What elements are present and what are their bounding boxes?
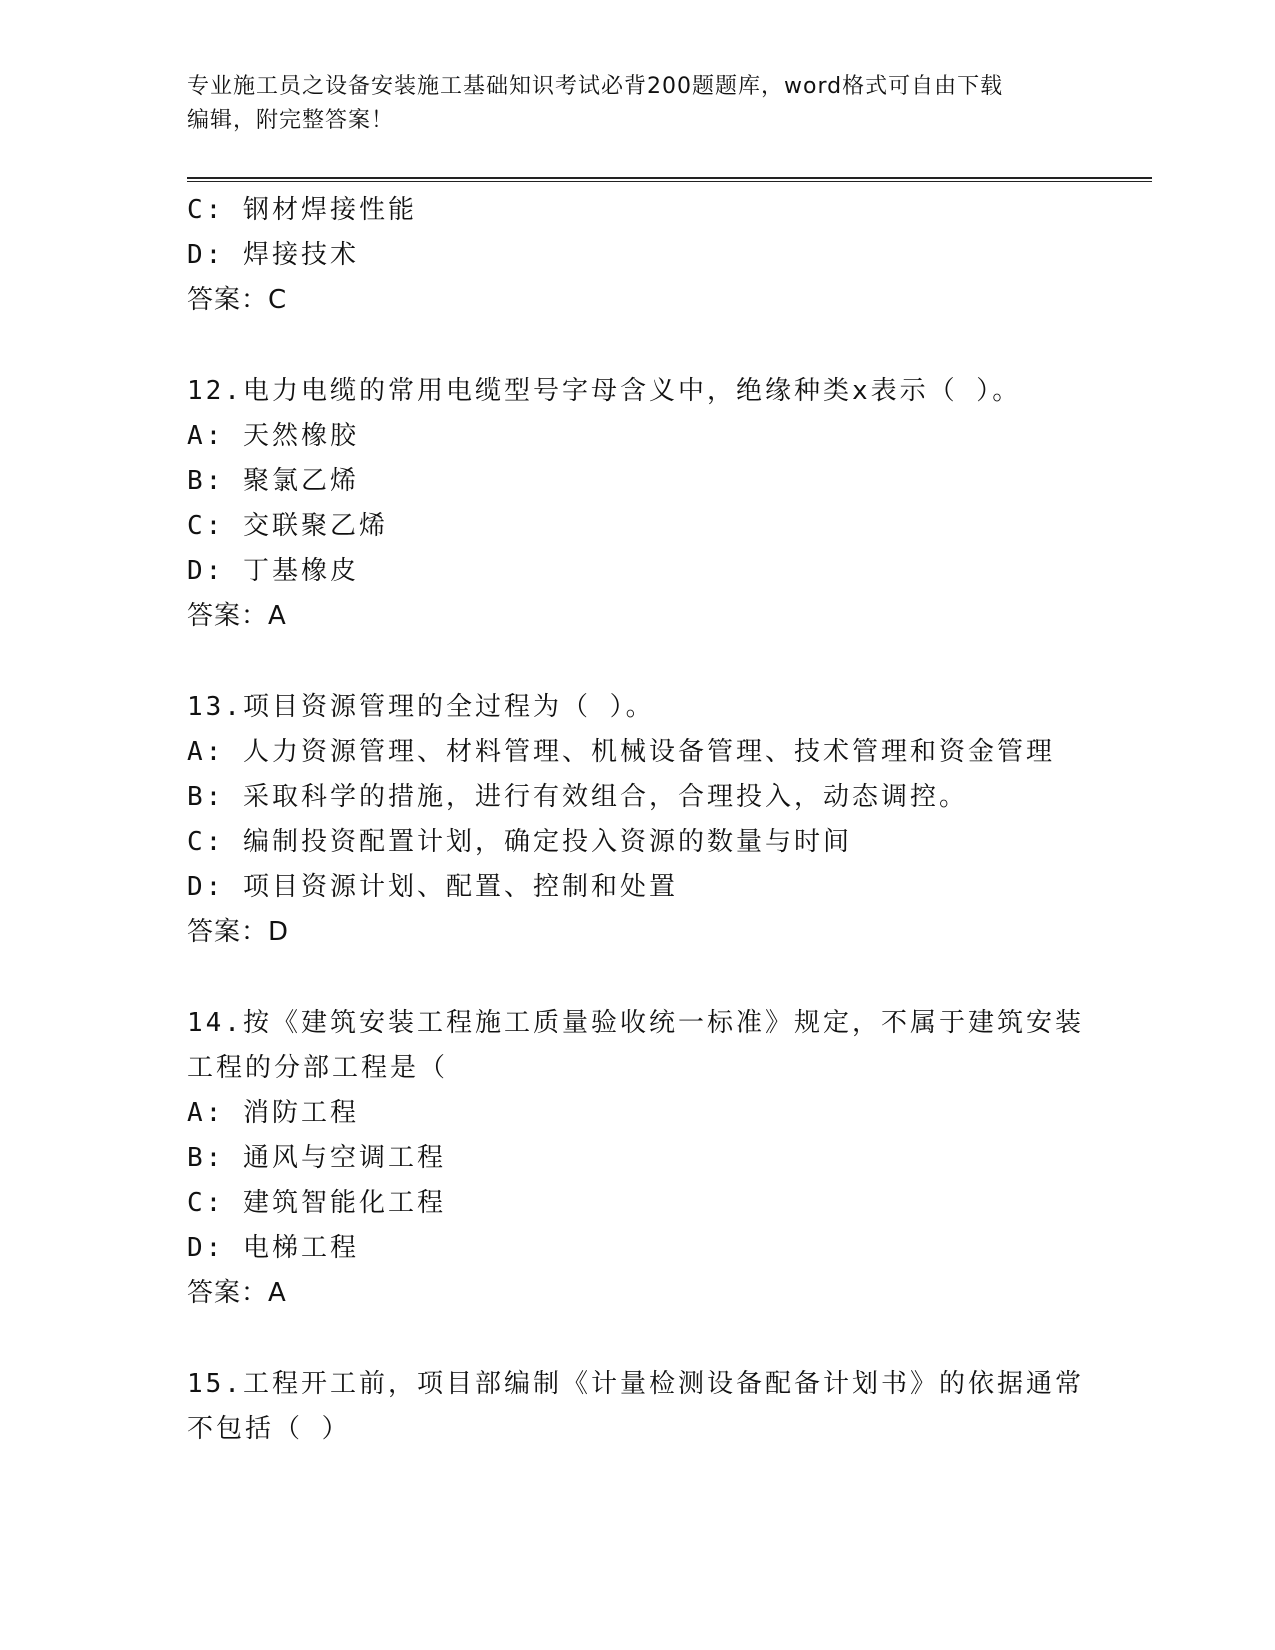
option-letter: B: xyxy=(187,782,225,812)
option-text: 丁基橡皮 xyxy=(242,556,359,586)
option-text: 采取科学的措施，进行有效组合，合理投入，动态调控。 xyxy=(242,782,968,812)
option-letter: C: xyxy=(187,1188,225,1218)
option-letter: A: xyxy=(187,421,225,451)
option-letter: D: xyxy=(187,240,225,270)
option-d xyxy=(187,233,1087,278)
header-title-line-1: 专业施工员之设备安装施工基础知识考试必背200题题库，word格式可自由下载 xyxy=(187,74,1004,99)
option-c xyxy=(187,188,1087,233)
option-letter: B: xyxy=(187,1143,225,1173)
option-text: 消防工程 xyxy=(242,1098,359,1128)
option-letter: A: xyxy=(187,1098,225,1128)
option-letter: C: xyxy=(187,195,225,225)
question-stem-line-2: 工程的分部工程是（ xyxy=(187,1053,449,1083)
question-list xyxy=(187,188,1087,1452)
option-text: 聚氯乙烯 xyxy=(242,466,359,496)
option-text: 人力资源管理、材料管理、机械设备管理、技术管理和资金管理 xyxy=(242,737,1055,767)
option-letter: C: xyxy=(187,827,225,857)
answer: 答案：D xyxy=(187,917,290,947)
option-letter: D: xyxy=(187,872,225,902)
option-text: 项目资源计划、配置、控制和处置 xyxy=(242,872,678,902)
answer: 答案：A xyxy=(187,601,287,631)
option-text: 天然橡胶 xyxy=(242,421,359,451)
question-12 xyxy=(187,369,1087,639)
option-text: 通风与空调工程 xyxy=(242,1143,446,1173)
option-a xyxy=(187,730,1087,775)
page-header xyxy=(187,70,1087,138)
option-c xyxy=(187,1181,1087,1226)
question-13 xyxy=(187,685,1087,955)
option-letter: B: xyxy=(187,466,225,496)
question-stem: 12.电力电缆的常用电缆型号字母含义中，绝缘种类x表示（ ）。 xyxy=(187,376,1022,406)
option-d xyxy=(187,865,1087,910)
question-stem-line-2: 不包括（ ） xyxy=(187,1414,351,1444)
answer: 答案：A xyxy=(187,1278,287,1308)
option-text: 编制投资配置计划，确定投入资源的数量与时间 xyxy=(242,827,852,857)
option-c xyxy=(187,504,1087,549)
option-letter: D: xyxy=(187,1233,225,1263)
header-divider xyxy=(187,177,1152,182)
option-text: 钢材焊接性能 xyxy=(242,195,417,225)
answer: 答案：C xyxy=(187,285,288,315)
option-d xyxy=(187,549,1087,594)
option-b xyxy=(187,1136,1087,1181)
question-stem-line-1: 15.工程开工前，项目部编制《计量检测设备配备计划书》的依据通常 xyxy=(187,1369,1084,1399)
option-letter: D: xyxy=(187,556,225,586)
header-title-line-2: 编辑，附完整答案！ xyxy=(187,108,395,133)
option-text: 焊接技术 xyxy=(242,240,359,270)
question-15 xyxy=(187,1362,1087,1452)
option-d xyxy=(187,1226,1087,1271)
question-14 xyxy=(187,1001,1087,1316)
option-text: 建筑智能化工程 xyxy=(242,1188,446,1218)
option-text: 交联聚乙烯 xyxy=(242,511,388,541)
option-text: 电梯工程 xyxy=(242,1233,359,1263)
option-a xyxy=(187,1091,1087,1136)
question-stem: 13.项目资源管理的全过程为（ ）。 xyxy=(187,692,655,722)
option-letter: C: xyxy=(187,511,225,541)
option-b xyxy=(187,459,1087,504)
option-letter: A: xyxy=(187,737,225,767)
option-a xyxy=(187,414,1087,459)
option-c xyxy=(187,820,1087,865)
question-11-partial xyxy=(187,188,1087,323)
question-stem-line-1: 14.按《建筑安装工程施工质量验收统一标准》规定，不属于建筑安装 xyxy=(187,1008,1084,1038)
option-b xyxy=(187,775,1087,820)
